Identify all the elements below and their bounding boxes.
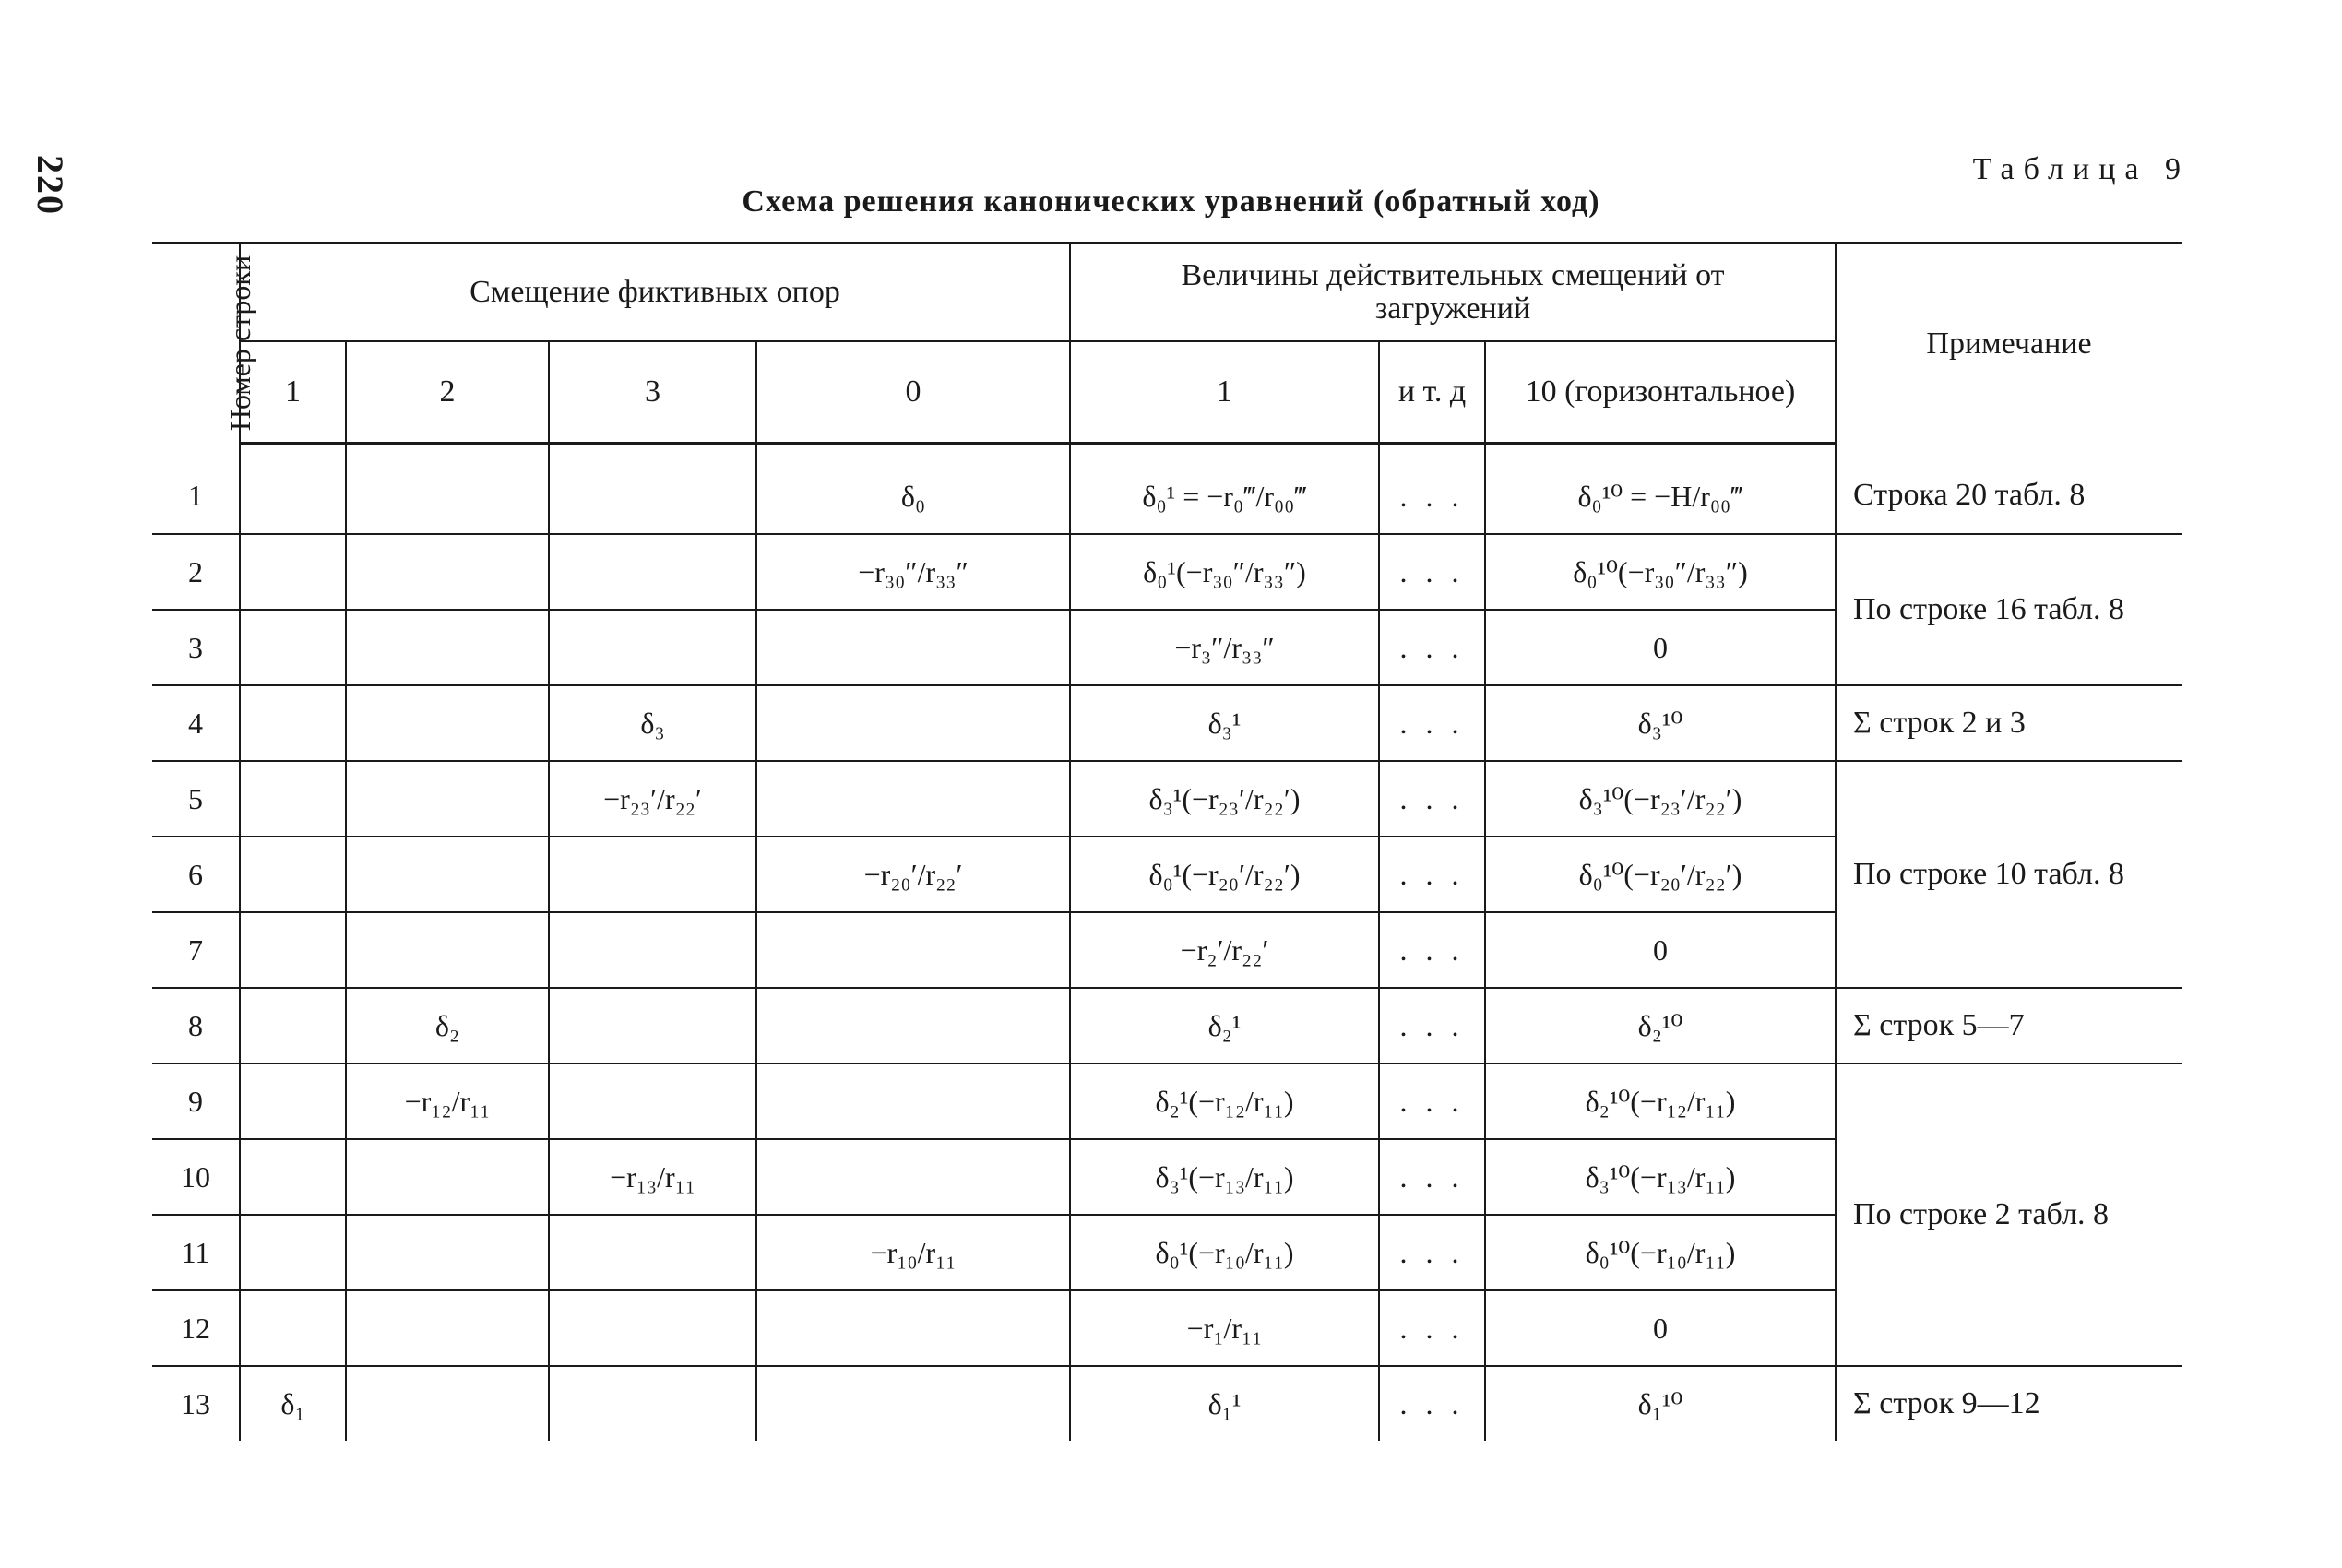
cell-c3 — [549, 534, 756, 610]
cell-c2 — [346, 1215, 549, 1290]
note-cell: Σ строк 9—12 — [1853, 1386, 2040, 1420]
cell-c3 — [549, 1063, 756, 1139]
cell-c1 — [240, 761, 346, 837]
cell-a1: δ₀¹(−r₂₀′/r₂₂′) — [1070, 837, 1379, 912]
cell-c0 — [756, 610, 1070, 685]
cell-c0 — [756, 912, 1070, 988]
table-row — [152, 534, 2182, 610]
cell-a10: δ₃¹⁰ — [1485, 685, 1836, 761]
row-number-header — [152, 244, 257, 444]
cell-n: 6 — [152, 837, 240, 912]
solution-table — [152, 242, 2182, 1441]
cell-n: 10 — [152, 1139, 240, 1215]
table-label: Таблица 9 — [1972, 152, 2190, 186]
cell-c1 — [240, 685, 346, 761]
cell-c3 — [549, 610, 756, 685]
cell-a1: −r₃″/r₃₃″ — [1070, 610, 1379, 685]
cell-c3: δ₃ — [549, 685, 756, 761]
cell-c0: δ₀ — [756, 444, 1070, 535]
fictive-col-0: 0 — [756, 341, 1070, 444]
cell-c3 — [549, 837, 756, 912]
cell-c2 — [346, 610, 549, 685]
fictive-group-header: Смещение фиктивных опор — [240, 244, 1070, 342]
cell-c2 — [346, 685, 549, 761]
cell-a1: −r₂′/r₂₂′ — [1070, 912, 1379, 988]
cell-n: 13 — [152, 1366, 240, 1441]
cell-a10: δ₀¹⁰(−r₂₀′/r₂₂′) — [1485, 837, 1836, 912]
cell-a10: δ₃¹⁰(−r₂₃′/r₂₂′) — [1485, 761, 1836, 837]
actual-group-header: Величины действительных смещений от загружений — [1070, 244, 1836, 342]
cell-c1 — [240, 534, 346, 610]
fictive-col-3: 3 — [549, 341, 756, 444]
cell-c3 — [549, 1215, 756, 1290]
cell-a1: δ₃¹ — [1070, 685, 1379, 761]
cell-c2 — [346, 534, 549, 610]
cell-c3: −r₁₃/r₁₁ — [549, 1139, 756, 1215]
cell-a10: δ₂¹⁰ — [1485, 988, 1836, 1063]
note-header: Примечание — [1836, 244, 2182, 444]
page-number: 220 — [30, 155, 71, 216]
cell-c0 — [756, 761, 1070, 837]
cell-c2 — [346, 912, 549, 988]
cell-n: 12 — [152, 1290, 240, 1366]
cell-n: 2 — [152, 534, 240, 610]
note-cell: Σ строк 5—7 — [1836, 988, 2182, 1063]
cell-c1 — [240, 912, 346, 988]
cell-a1: δ₀¹(−r₃₀″/r₃₃″) — [1070, 534, 1379, 610]
cell-c1: δ₁ — [240, 1366, 346, 1441]
cell-etc: . . . — [1379, 1215, 1485, 1290]
table-row — [152, 988, 2182, 1063]
cell-etc: . . . — [1379, 444, 1485, 535]
cell-c1 — [240, 837, 346, 912]
cell-c3 — [549, 912, 756, 988]
cell-c3 — [549, 988, 756, 1063]
cell-a1: δ₀¹ = −r₀‴/r₀₀‴ — [1070, 444, 1379, 535]
cell-c3 — [549, 1366, 756, 1441]
fictive-col-2: 2 — [346, 341, 549, 444]
cell-c3 — [549, 1290, 756, 1366]
cell-c3 — [549, 444, 756, 535]
cell-c0: −r₂₀′/r₂₂′ — [756, 837, 1070, 912]
cell-etc: . . . — [1379, 1366, 1485, 1441]
cell-a1: δ₃¹(−r₁₃/r₁₁) — [1070, 1139, 1379, 1215]
cell-a10: δ₀¹⁰(−r₁₀/r₁₁) — [1485, 1215, 1836, 1290]
cell-etc: . . . — [1379, 912, 1485, 988]
cell-c0 — [756, 1063, 1070, 1139]
cell-a1: δ₂¹(−r₁₂/r₁₁) — [1070, 1063, 1379, 1139]
cell-a1: −r₁/r₁₁ — [1070, 1290, 1379, 1366]
cell-a1: δ₂¹ — [1070, 988, 1379, 1063]
cell-c2 — [346, 444, 549, 535]
cell-c0 — [756, 988, 1070, 1063]
cell-c0 — [756, 1366, 1070, 1441]
cell-a10: δ₀¹⁰(−r₃₀″/r₃₃″) — [1485, 534, 1836, 610]
cell-a10: 0 — [1485, 610, 1836, 685]
cell-c2: −r₁₂/r₁₁ — [346, 1063, 549, 1139]
cell-c1 — [240, 610, 346, 685]
table-title: Схема решения канонических уравнений (обратный ход) — [742, 184, 1600, 219]
cell-c3: −r₂₃′/r₂₂′ — [549, 761, 756, 837]
cell-c1 — [240, 988, 346, 1063]
table-row — [152, 685, 2182, 761]
cell-c1 — [240, 1139, 346, 1215]
cell-a10: 0 — [1485, 912, 1836, 988]
table-row — [152, 761, 2182, 837]
cell-n: 11 — [152, 1215, 240, 1290]
cell-c0 — [756, 1139, 1070, 1215]
cell-n: 3 — [152, 610, 240, 685]
cell-etc: . . . — [1379, 837, 1485, 912]
cell-a10: 0 — [1485, 1290, 1836, 1366]
cell-a1: δ₁¹ — [1070, 1366, 1379, 1441]
cell-a10: δ₀¹⁰ = −H/r₀₀‴ — [1485, 444, 1836, 535]
cell-n: 1 — [152, 444, 240, 535]
cell-n: 5 — [152, 761, 240, 837]
cell-n: 4 — [152, 685, 240, 761]
cell-c2 — [346, 1366, 549, 1441]
note-cell: По строке 10 табл. 8 — [1836, 761, 2182, 988]
table-row — [152, 1366, 2182, 1441]
cell-n: 9 — [152, 1063, 240, 1139]
table-row — [152, 444, 2182, 535]
note-cell: По строке 16 табл. 8 — [1836, 534, 2182, 685]
cell-c2 — [346, 837, 549, 912]
cell-a10: δ₁¹⁰ — [1485, 1366, 1836, 1441]
row-number-header-label: Номер строки — [223, 255, 257, 431]
cell-c0: −r₁₀/r₁₁ — [756, 1215, 1070, 1290]
fictive-col-1: 1 — [240, 341, 346, 444]
cell-etc: . . . — [1379, 1139, 1485, 1215]
note-cell: По строке 2 табл. 8 — [1836, 1063, 2182, 1366]
cell-etc: . . . — [1379, 534, 1485, 610]
table-row — [152, 1063, 2182, 1139]
cell-etc: . . . — [1379, 761, 1485, 837]
cell-c1 — [240, 1290, 346, 1366]
cell-n: 7 — [152, 912, 240, 988]
cell-a10: δ₂¹⁰(−r₁₂/r₁₁) — [1485, 1063, 1836, 1139]
cell-n: 8 — [152, 988, 240, 1063]
cell-a1: δ₀¹(−r₁₀/r₁₁) — [1070, 1215, 1379, 1290]
cell-c0: −r₃₀″/r₃₃″ — [756, 534, 1070, 610]
cell-etc: . . . — [1379, 1290, 1485, 1366]
cell-c2 — [346, 761, 549, 837]
actual-col-10: 10 (горизонтальное) — [1485, 341, 1836, 444]
cell-c2 — [346, 1139, 549, 1215]
cell-c2: δ₂ — [346, 988, 549, 1063]
cell-c1 — [240, 1063, 346, 1139]
cell-etc: . . . — [1379, 610, 1485, 685]
cell-a10: δ₃¹⁰(−r₁₃/r₁₁) — [1485, 1139, 1836, 1215]
cell-etc: . . . — [1379, 1063, 1485, 1139]
cell-c0 — [756, 685, 1070, 761]
cell-c1 — [240, 1215, 346, 1290]
cell-a1: δ₃¹(−r₂₃′/r₂₂′) — [1070, 761, 1379, 837]
cell-etc: . . . — [1379, 685, 1485, 761]
cell-c2 — [346, 1290, 549, 1366]
cell-etc: . . . — [1379, 988, 1485, 1063]
actual-col-etc: и т. д — [1379, 341, 1485, 444]
note-cell: Σ строк 2 и 3 — [1836, 685, 2182, 761]
actual-col-1: 1 — [1070, 341, 1379, 444]
cell-c1 — [240, 444, 346, 535]
cell-c0 — [756, 1290, 1070, 1366]
note-cell: Строка 20 табл. 8 — [1836, 444, 2182, 535]
